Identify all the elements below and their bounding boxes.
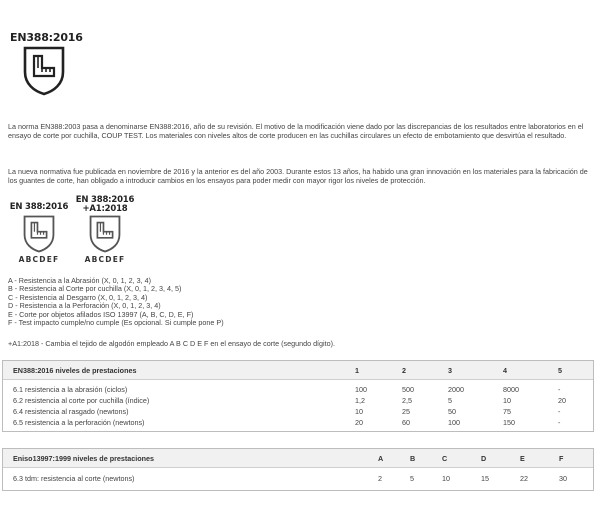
cert-mark-en388-2016-a1 (72, 196, 138, 264)
legend-item: F - Test impacto cumple/no cumple (Es opcional. Si cumple pone P) (8, 318, 224, 328)
table-header-level: D (481, 454, 487, 463)
cert-letters: ABCDEF (84, 255, 126, 264)
table-header-level: E (520, 454, 525, 463)
table-header-level: 4 (503, 366, 507, 375)
cell-value: 500 (402, 385, 414, 394)
cell-value: 10 (442, 474, 450, 483)
table-row (3, 473, 593, 484)
cell-value: 22 (520, 474, 528, 483)
table-row (3, 395, 593, 406)
cell-value: 10 (503, 396, 511, 405)
glove-shield-icon (22, 46, 66, 96)
normative-paragraph: La nueva normativa fue publicada en noviembre de 2016 y la anterior es del año 2003. Durante estos 13 años, ha habido una gran innovación en los materiales para la fabricación de los guantes de corte, han obligado a introducir cambios en los ensayos para poder medir con mayor rigor los niveles de protección. (8, 167, 588, 185)
row-label: 6.3 tdm: resistencia al corte (newtons) (13, 474, 135, 483)
table-header-level: 1 (355, 366, 359, 375)
standard-title: EN388:2016 (10, 31, 83, 44)
cell-value: 50 (448, 407, 456, 416)
table-header-title: Eniso13997:1999 niveles de prestaciones (13, 454, 155, 463)
table-row (3, 384, 593, 395)
amendment-note: +A1:2018 - Cambia el tejido de algodón empleado A B C D E F en el ensayo de corte (segundo dígito). (8, 339, 336, 348)
cell-value: 2,5 (402, 396, 412, 405)
cert-label: EN 388:2016 (9, 202, 69, 212)
glove-shield-icon (88, 215, 122, 253)
intro-paragraph: La norma EN388:2003 pasa a denominarse EN388:2016, año de su revisión. El motivo de la modificación viene dado por las discrepancias de los resultados entre laboratorios en el ensayo de corte por cuchilla, COUP TEST. Los materiales con niveles altos de corte producen en las cuchillas circulares un efecto de embotamiento que desvirtúa el resultado. (8, 122, 584, 140)
cell-value: 20 (355, 418, 363, 427)
table-row (3, 417, 593, 428)
performance-table-iso13997 (2, 448, 594, 491)
table-header (3, 361, 593, 380)
row-label: 6.1 resistencia a la abrasión (ciclos) (13, 385, 128, 394)
glove-shield-icon (22, 215, 56, 253)
table-header-level: F (559, 454, 564, 463)
table-header-level: A (378, 454, 384, 463)
table-header-level: B (410, 454, 416, 463)
cell-value: 30 (559, 474, 567, 483)
cert-label-amendment: +A1:2018 (82, 204, 128, 214)
legend-list (8, 277, 224, 327)
cell-value: 20 (558, 396, 566, 405)
cell-value: - (558, 418, 561, 427)
performance-table-en388 (2, 360, 594, 432)
cell-value: 150 (503, 418, 515, 427)
cell-value: 75 (503, 407, 511, 416)
legend-item: D - Resistencia a la Perforación (X, 0, 1, 2, 3, 4) (8, 301, 161, 311)
cell-value: 2000 (448, 385, 464, 394)
table-row (3, 406, 593, 417)
table-header-level: C (442, 454, 448, 463)
cell-value: - (558, 385, 561, 394)
table-header-level: 3 (448, 366, 452, 375)
cell-value: 15 (481, 474, 489, 483)
cell-value: 1,2 (355, 396, 365, 405)
cell-value: 60 (402, 418, 410, 427)
row-label: 6.4 resistencia al rasgado (newtons) (13, 407, 129, 416)
cert-mark-en388-2016 (8, 203, 70, 264)
legend-item: A - Resistencia a la Abrasión (X, 0, 1, 2, 3, 4) (8, 276, 152, 285)
cell-value: 25 (402, 407, 410, 416)
cell-value: 2 (378, 474, 382, 483)
legend-item: C - Resistencia al Desgarro (X, 0, 1, 2, 3, 4) (8, 292, 148, 302)
table-header-level: 2 (402, 366, 406, 375)
table-header-title: EN388:2016 niveles de prestaciones (13, 366, 137, 375)
cell-value: 5 (410, 474, 414, 483)
cell-value: 100 (448, 418, 460, 427)
cert-label: EN 388:2016 (75, 195, 135, 205)
legend-item: B - Resistencia al Corte por cuchilla (X, 0, 1, 2, 3, 4, 5) (8, 284, 182, 294)
cell-value: 10 (355, 407, 363, 416)
cell-value: 5 (448, 396, 452, 405)
row-label: 6.2 resistencia al corte por cuchilla (índice) (13, 396, 150, 405)
legend-item: E - Corte por objetos afilados ISO 13997 (A, B, C, D, E, F) (8, 309, 194, 319)
cell-value: - (558, 407, 561, 416)
cell-value: 8000 (503, 385, 519, 394)
cell-value: 100 (355, 385, 367, 394)
table-header (3, 449, 593, 468)
table-header-level: 5 (558, 366, 562, 375)
cert-letters: ABCDEF (18, 255, 60, 264)
row-label: 6.5 resistencia a la perforación (newtons) (13, 418, 145, 427)
